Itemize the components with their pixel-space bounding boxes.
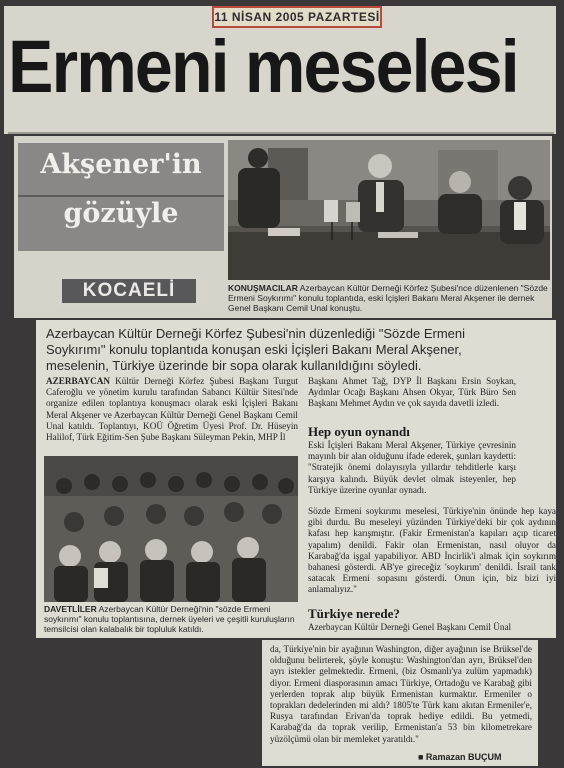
section-label: KOCAELİ bbox=[62, 279, 196, 303]
wide-text-prefix: Sözde Ermeni soykırımı bbox=[308, 506, 406, 516]
audience-caption-text: Azerbaycan Kültür Derneği'nin "sözde Ermeni soykırımı" konulu toplantısına, dernek üyeleri ve çeşitli kuruluşların temsilcisi olan kalabalık bir topluluk katıldı. bbox=[44, 604, 295, 634]
wide-text-body: meselesi, Türkiye'nin önünde hep kaya gibi durdu. Bu meseleyi yüzünden Türkiye'deki bir çok aydının kafası hep karışmıştır. (Fakir Ermenistan'a kapıları açıp ticaret yapalım) denildi. Fakir olan Ermenistan, nasıl oluyor da Karabağ'da işgal yapabiliyor. ABD İncirlik'i almak için soykırım bahanesi gösterdi. AB'ye gireceğiz 'soykırım' denildi. İsrail tank satacak Ermeni sopasını gösterdi. Onun için, biz bizi iyi anlamalıyız." bbox=[308, 506, 556, 595]
kicker-box bbox=[18, 143, 224, 251]
speakers-photo bbox=[228, 140, 550, 280]
audience-photo-caption bbox=[44, 604, 302, 634]
column-2-wide-text bbox=[308, 506, 556, 596]
header-rule bbox=[8, 132, 554, 134]
audience-caption-label: DAVETLİLER bbox=[44, 604, 97, 614]
audience-photo bbox=[44, 456, 298, 602]
column-2-body: Eski İçişleri Bakanı Meral Akşener, Türkiye çevresinin mayınlı bir alan olduğunu ifade ederek, şunları kaydetti: "Stratejik önemi dolayısıyla yıllardır tehditlerle karşı karşıya kalındı. Büyük devlet olmak isteyenler, hep Türkiye üzerine oyunlar oynadı. bbox=[308, 440, 516, 495]
byline: ■ Ramazan BUÇUM bbox=[418, 752, 502, 762]
speakers-caption-text: Azerbaycan Kültür Derneği Körfez Şubesi'nce düzenlenen "Sözde Ermeni Soykırımı" konulu toplantıda, eski İçişleri Bakanı Meral Akşener ile dernek Genel Başkanı Cemil Unal konuştu. bbox=[228, 283, 548, 313]
subheading-turkiye-nerede: Türkiye nerede? bbox=[308, 606, 400, 621]
audience-photo-illustration bbox=[44, 456, 298, 602]
speakers-caption-label: KONUŞMACILAR bbox=[228, 283, 298, 293]
column-1-body: Kültür Derneği Körfez Şubesi Başkanı Turgut Caferoğlu ve yönetim kurulu tarafından Sabancı Kültür Sitesi'nde organize edilen toplantıya konuşmacı olarak eski İçişleri Bakanı Meral Akşener ve Azerbaycan Kültür Derneği Genel Başkanı Cemil Unal katıldı. Toplantıyı, KOÜ Öğretim Üyesi Prof. Dr. Hüseyin Halilof, Türk Eğitim-Sen Şube Başkanı Süleyman Pekin, MHP İl bbox=[46, 376, 298, 443]
kicker-line-1: Akşener'in bbox=[40, 149, 202, 180]
kicker-divider bbox=[18, 195, 224, 197]
headline: Ermeni meselesi bbox=[8, 25, 518, 108]
bottom-continuation-text: da, Türkiye'nin bir ayağının Washington, diğer ayağının ise Brüksel'de olduğunu belirterek, şöyle konuştu: Washington'dan ayrı, Brüksel'den ayrı istekler gelmektedir. Ermeni, (biz Osmanlı'ya zulüm yapmadık) diyor. Ermeni diasporasının amacı Türkiye, Ortadoğu ve Karabağ gibi yerlerden toprak alıp büyük Ermenistan kurmaktır. Ermeniler o toprakları dedelerinden mi aldı? 1805'te Türk kanı akıtan Ermeniler'e, Rusya tarafından Erivan'da toprak hediye edildi. Bu yetmedi, Karabağ'da da toprak verilip, Ermenistan'a 53 bin kilometrekare yüzölçümü olan bir memleket yaratıldı." bbox=[270, 644, 532, 744]
column-1-text bbox=[46, 376, 298, 443]
lead-paragraph: Azerbaycan Kültür Derneği Körfez Şubesi'nin düzenlediği "Sözde Ermeni Soykırımı" konulu toplantıda konuşan eski İçişleri Bakanı Meral Akşener, meselenin, Türkiye üzerinde bir sopa olarak kullanıldığını söyledi. bbox=[46, 326, 465, 373]
subheading-2-lead: Azerbaycan Kültür Derneği Genel Başkanı Cemil Ünal bbox=[308, 622, 512, 632]
speakers-photo-caption bbox=[228, 283, 550, 313]
dropword: AZERBAYCAN bbox=[46, 376, 110, 386]
column-2-intro: Başkanı Ahmet Tağ, DYP İl Başkanı Ersin Soykan, Aydınlar Ocağı Başkanı Ahsen Okyar, Türk Büro Sen Başkanı Mehmet Aydın ve çok sayıda davetli izledi. bbox=[308, 376, 516, 409]
speakers-photo-illustration bbox=[228, 140, 550, 280]
kicker-line-2: gözüyle bbox=[63, 198, 179, 229]
subheading-hep-oyun: Hep oyun oynandı bbox=[308, 424, 410, 439]
date-tag: 11 NİSAN 2005 PAZARTESİ bbox=[212, 6, 382, 28]
